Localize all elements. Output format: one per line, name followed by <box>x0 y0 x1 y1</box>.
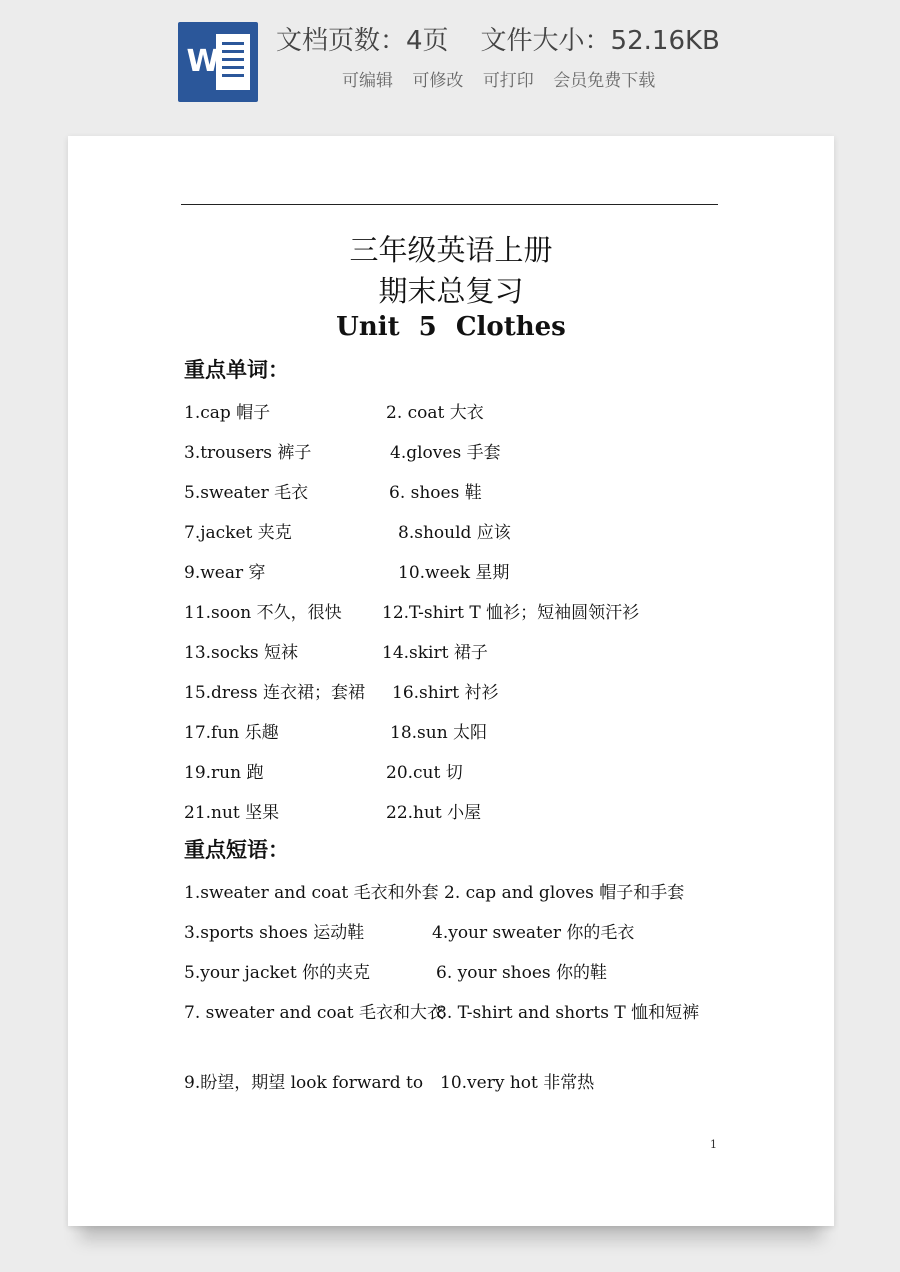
vocab-item: 9.wear 穿 <box>184 563 266 583</box>
vocab-heading: 重点单词： <box>184 357 289 382</box>
vocab-item: 5.sweater 毛衣 <box>184 483 309 503</box>
vocab-item: 18.sun 太阳 <box>390 723 488 743</box>
phrase-item: 7. sweater and coat 毛衣和大衣 <box>184 1003 445 1023</box>
vocab-item: 7.jacket 夹克 <box>184 523 292 543</box>
phrase-item: 6. your shoes 你的鞋 <box>436 963 608 983</box>
vocab-item: 21.nut 坚果 <box>184 803 280 823</box>
vocab-item: 1.cap 帽子 <box>184 403 271 423</box>
unit-title: Unit 5 Clothes <box>336 312 566 342</box>
word-doc-icon <box>178 22 258 102</box>
feature-editable: 可编辑 <box>342 71 393 91</box>
phrase-item: 3.sports shoes 运动鞋 <box>184 923 365 943</box>
feature-member-download: 会员免费下载 <box>553 71 656 91</box>
feature-list <box>342 66 663 91</box>
vocab-item: 4.gloves 手套 <box>390 443 501 463</box>
phrase-item: 9.盼望，期望 look forward to <box>184 1073 424 1093</box>
feature-printable: 可打印 <box>482 71 534 91</box>
vocab-item: 13.socks 短袜 <box>184 643 298 663</box>
phrase-item: 5.your jacket 你的夹克 <box>184 963 371 983</box>
vocab-item: 10.week 星期 <box>398 563 510 583</box>
vocab-item: 15.dress 连衣裙；套裙 <box>184 683 365 703</box>
vocab-item: 14.skirt 裙子 <box>382 643 488 663</box>
download-banner <box>0 0 900 120</box>
vocab-item: 20.cut 切 <box>386 763 463 783</box>
page-number: 1 <box>710 1138 717 1151</box>
phrase-item: 10.very hot 非常热 <box>440 1073 595 1093</box>
header-rule <box>181 204 718 205</box>
vocab-item: 11.soon 不久，很快 <box>184 603 342 623</box>
vocab-item: 8.should 应该 <box>398 523 511 543</box>
document-page <box>68 136 834 1226</box>
feature-modifiable: 可修改 <box>412 71 464 91</box>
vocab-item: 3.trousers 裤子 <box>184 443 312 463</box>
vocab-item: 6. shoes 鞋 <box>389 483 482 503</box>
phrase-item: 2. cap and gloves 帽子和手套 <box>444 883 685 903</box>
page-count: 文档页数：4页 <box>276 26 449 56</box>
vocab-item: 22.hut 小屋 <box>386 803 482 823</box>
phrase-item: 1.sweater and coat 毛衣和外套 <box>184 883 439 903</box>
phrase-item: 4.your sweater 你的毛衣 <box>432 923 635 943</box>
phrase-item: 8. T-shirt and shorts T 恤和短裤 <box>436 1003 700 1023</box>
vocab-item: 17.fun 乐趣 <box>184 723 279 743</box>
doc-lines-icon <box>216 34 250 90</box>
vocab-item: 12.T-shirt T 恤衫；短袖圆领汗衫 <box>382 603 640 623</box>
phrase-heading: 重点短语： <box>184 837 289 862</box>
vocab-item: 19.run 跑 <box>184 763 264 783</box>
file-size: 文件大小：52.16KB <box>480 26 720 56</box>
banner-title <box>276 20 720 57</box>
doc-title: 三年级英语上册 <box>349 233 553 267</box>
vocab-item: 2. coat 大衣 <box>386 403 484 423</box>
doc-subtitle: 期末总复习 <box>378 274 524 308</box>
word-letter: W <box>186 44 220 79</box>
vocab-item: 16.shirt 衬衫 <box>392 683 499 703</box>
